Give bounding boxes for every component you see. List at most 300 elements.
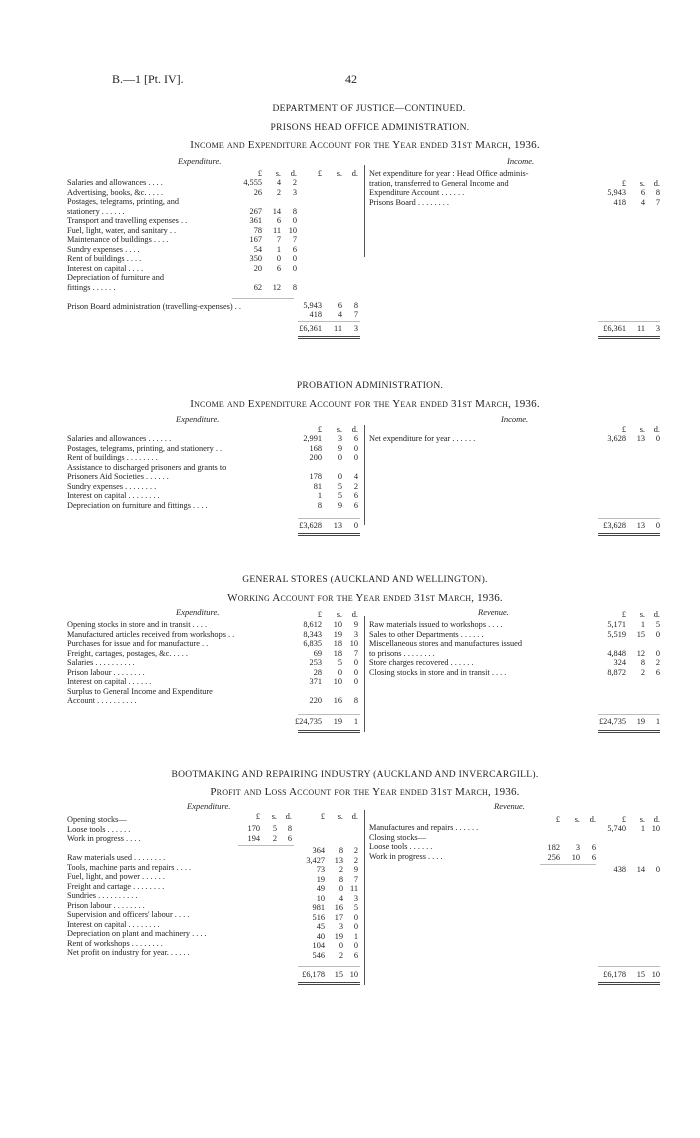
section-heading: GENERAL STORES (AUCKLAND AND WELLINGTON). [242, 575, 488, 585]
amount-shillings: 10 [333, 677, 342, 686]
amount-pence: 8 [353, 696, 358, 705]
amount-pounds: 69 [313, 648, 322, 658]
amount-shillings: 4 [337, 310, 342, 319]
amount-pence: 0 [353, 912, 358, 922]
line-item: Depreciation on furniture and fittings . . . . [67, 500, 208, 510]
pence-label: d. [653, 425, 660, 434]
amount-pounds: 1 [317, 491, 322, 500]
amount-pounds: 350 [249, 254, 262, 263]
line-item: to prisons . . . . . . . . [369, 648, 435, 658]
amount-shillings: 0 [337, 472, 342, 481]
amount-shillings: 17 [334, 912, 343, 922]
amount-shillings: 6 [337, 301, 342, 310]
line-item: Salaries . . . . . . . . . . [67, 658, 135, 667]
amount-pounds: 8 [317, 500, 322, 510]
amount-pounds: £24,735 [295, 717, 322, 726]
income-items [369, 434, 475, 444]
line-item: Postages, telegrams, printing, and [67, 197, 179, 206]
amount-shillings: 11 [637, 324, 645, 333]
pence-label: d. [653, 815, 660, 824]
amount-pounds: 5,943 [303, 301, 322, 310]
pound-sign: £ [317, 610, 322, 619]
amount-shillings: 9 [337, 443, 342, 453]
shillings-label: s. [336, 610, 342, 619]
amount-pence: 2 [655, 658, 660, 667]
line-item: Prison labour . . . . . . . . [67, 667, 145, 677]
section-heading: BOOTMAKING AND REPAIRING INDUSTRY (AUCKLAND AND INVERCARGILL). [171, 770, 539, 780]
amount-pounds: 62 [253, 282, 262, 292]
amount-pounds: 178 [309, 472, 322, 481]
amount-shillings: 1 [640, 824, 645, 833]
amount-pounds: 200 [309, 453, 322, 462]
amount-pence: 6 [353, 434, 358, 443]
subtotal-rule [232, 298, 294, 299]
amount-shillings: 19 [334, 931, 343, 941]
shillings-label: s. [639, 610, 645, 619]
amount-shillings: 19 [333, 717, 342, 726]
amount-pounds: 8,612 [303, 620, 322, 629]
amount-shillings: 3 [338, 922, 343, 931]
line-item: Work in progress . . . . [369, 851, 443, 861]
income-heading: Income. [507, 156, 535, 166]
amount-pence: 8 [292, 282, 297, 292]
pound-sign: £ [317, 169, 322, 178]
amount-shillings: 4 [338, 893, 343, 903]
amount-pence: 2 [353, 481, 358, 491]
amount-pence: 0 [353, 677, 358, 686]
amount-shillings: 12 [272, 282, 281, 292]
amount-shillings: 11 [334, 324, 342, 333]
line-item: Expenditure Account . . . . . . [369, 188, 465, 197]
amount-pounds: 20 [253, 263, 262, 273]
amount-pounds: 364 [312, 846, 325, 855]
amount-shillings: 8 [640, 658, 645, 667]
amount-shillings: 2 [272, 833, 277, 843]
amount-pence: 3 [353, 629, 358, 639]
section-heading: PRISONS HEAD OFFICE ADMINISTRATION. [270, 123, 470, 133]
amount-pounds: 54 [253, 244, 262, 254]
amount-shillings: 9 [337, 500, 342, 510]
amount-pounds: 3,427 [306, 855, 325, 865]
amount-pence: 7 [353, 874, 358, 884]
shillings-label: s. [639, 179, 645, 188]
amount-shillings: 13 [333, 521, 342, 530]
amount-pounds: 104 [312, 941, 325, 950]
pound-sign: £ [555, 815, 560, 824]
pound-sign: £ [255, 812, 260, 821]
page-number: 42 [345, 72, 357, 86]
amount-pounds: 4,555 [243, 178, 262, 187]
expenditure-items [67, 434, 226, 510]
double-rule [298, 336, 360, 339]
line-item: Sundry expenses . . . . . . . . [67, 481, 157, 491]
amount-shillings: 4 [276, 178, 281, 187]
line-item: tration, transferred to General Income and [369, 178, 509, 188]
amount-pence: 6 [353, 491, 358, 500]
line-item: Prison Board administration (travelling-expenses) . . [67, 301, 241, 311]
line-item: Freight and cartage . . . . . . . . [67, 881, 165, 891]
amount-shillings: 15 [636, 970, 645, 979]
amount-pence: 5 [353, 903, 358, 912]
amount-pounds: 516 [312, 912, 325, 922]
double-rule [298, 730, 360, 733]
amount-shillings: 2 [640, 667, 645, 677]
amount-pence: 7 [353, 310, 358, 319]
line-item: Loose tools . . . . . . [67, 824, 131, 834]
amount-shillings: 13 [636, 521, 645, 530]
amount-pence: 10 [349, 970, 358, 979]
amount-pence: 9 [353, 865, 358, 874]
amount-shillings: 5 [337, 481, 342, 491]
total-rule [298, 966, 360, 967]
amount-pounds: 40 [316, 931, 325, 941]
amount-shillings: 1 [640, 620, 645, 629]
amount-pence: 10 [349, 639, 358, 648]
line-item: Net expenditure for year : Head Office adminis- [369, 169, 529, 178]
amount-shillings: 7 [276, 235, 281, 244]
account-title: Profit and Loss Account for the Year ended 31st March, 1936. [210, 786, 520, 798]
line-item: Fuel, light, water, and sanitary . . [67, 225, 177, 235]
amount-shillings: 6 [276, 263, 281, 273]
amount-pounds: £6,178 [302, 970, 325, 979]
amount-shillings: 3 [337, 434, 342, 443]
line-item: Tools, machine parts and repairs . . . . [67, 862, 192, 872]
amount-pence: 0 [353, 941, 358, 950]
amount-pounds: 8,872 [607, 667, 626, 677]
amount-shillings: 0 [337, 667, 342, 677]
amount-pounds: 19 [316, 874, 325, 884]
amount-shillings: 18 [333, 648, 342, 658]
amount-pence: 0 [655, 434, 660, 443]
pound-sign: £ [317, 425, 322, 434]
expenditure-heading: Expenditure. [187, 801, 231, 811]
line-item: Surplus to General Income and Expenditure [67, 686, 213, 696]
pound-sign: £ [621, 179, 626, 188]
amount-pence: 0 [292, 254, 297, 263]
line-item: Advertising, books, &c. . . . . [67, 187, 164, 197]
amount-pounds: 5,740 [607, 824, 626, 833]
pound-sign: £ [621, 610, 626, 619]
line-item: Supervision and officers' labour . . . . [67, 910, 190, 919]
amount-pounds: 26 [253, 187, 262, 197]
amount-shillings: 6 [640, 188, 645, 197]
income-items [369, 169, 529, 207]
amount-pounds: 256 [547, 852, 560, 862]
amount-shillings: 8 [338, 846, 343, 855]
amount-pounds: 167 [249, 235, 262, 244]
pound-sign: £ [320, 812, 325, 821]
shillings-label: s. [639, 815, 645, 824]
line-item: Miscellaneous stores and manufactures issued [369, 639, 522, 648]
shillings-label: s. [639, 425, 645, 434]
line-item: Raw materials used . . . . . . . . [67, 853, 166, 862]
line-item: Store charges recovered . . . . . . [369, 658, 474, 667]
amount-shillings: 5 [337, 491, 342, 500]
line-item: Depreciation of furniture and [67, 273, 164, 282]
line-item: Transport and travelling expenses . . [67, 216, 188, 225]
amount-pence: 4 [353, 472, 358, 481]
expenditure-items [67, 178, 297, 311]
pence-label: d. [653, 610, 660, 619]
amount-pence: 6 [287, 833, 292, 843]
revenue-items [369, 620, 522, 677]
amount-pounds: 324 [613, 658, 626, 667]
amount-pounds: 28 [313, 667, 322, 677]
amount-pence: 6 [655, 667, 660, 677]
pence-label: d. [351, 425, 358, 434]
amount-pounds: 3,628 [607, 434, 626, 443]
amount-pence: 7 [353, 648, 358, 658]
double-rule [298, 533, 360, 536]
amount-shillings: 12 [636, 648, 645, 658]
total-rule [598, 714, 660, 715]
revenue-heading: Revenue. [494, 801, 525, 811]
amount-shillings: 18 [333, 639, 342, 648]
pence-label: d. [351, 610, 358, 619]
amount-pounds: 220 [309, 696, 322, 705]
amount-pounds: 981 [312, 903, 325, 912]
amount-pounds: 73 [316, 865, 325, 874]
amount-pounds: 4,848 [607, 648, 626, 658]
column-divider [364, 165, 365, 257]
amount-pence: 8 [353, 301, 358, 310]
account-title: Income and Expenditure Account for the Year ended 31st March, 1936. [190, 139, 540, 151]
line-item: Interest on capital . . . . . . [67, 677, 152, 686]
amount-pence: 9 [353, 620, 358, 629]
shillings-label: s. [336, 169, 342, 178]
amount-pence: 8 [287, 824, 292, 833]
amount-shillings: 2 [338, 865, 343, 874]
page-reference: B.—1 [Pt. IV]. [112, 72, 184, 86]
line-item: Closing stocks in store and in transit . . . . [369, 667, 507, 677]
line-item: Work in progress . . . . [67, 834, 141, 843]
amount-pence: 7 [292, 235, 297, 244]
amount-pence: 0 [353, 453, 358, 462]
line-item: Closing stocks— [369, 832, 426, 842]
expenditure-items [67, 815, 207, 958]
amount-pounds: 361 [249, 216, 262, 225]
amount-pence: 0 [353, 658, 358, 667]
amount-shillings: 13 [636, 434, 645, 443]
amount-shillings: 5 [337, 658, 342, 667]
pence-label: d. [351, 169, 358, 178]
amount-pence: 1 [353, 717, 358, 726]
amount-pence: 0 [655, 648, 660, 658]
amount-shillings: 6 [276, 216, 281, 225]
line-item: Sundries . . . . . . . . . . [67, 891, 138, 900]
department-heading: DEPARTMENT OF JUSTICE—CONTINUED. [272, 104, 466, 114]
account-title: Income and Expenditure Account for the Year ended 31st March, 1936. [190, 398, 540, 410]
line-item: Opening stocks— [67, 815, 127, 824]
amount-pence: 1 [353, 931, 358, 941]
amount-shillings: 15 [636, 629, 645, 639]
column-divider [364, 616, 365, 732]
amount-pence: 0 [292, 263, 297, 273]
line-item [67, 844, 207, 854]
amount-shillings: 10 [571, 852, 580, 862]
line-item: Opening stocks in store and in transit . . . . [67, 620, 208, 629]
amount-pounds: 182 [547, 843, 560, 852]
expenditure-heading: Expenditure. [176, 607, 220, 617]
amount-pence: 0 [292, 216, 297, 225]
amount-pounds: 418 [309, 310, 322, 319]
amount-pence: 11 [350, 884, 358, 893]
amount-pounds: 2,991 [303, 434, 322, 443]
amount-shillings: 16 [334, 903, 343, 912]
column-divider [364, 810, 365, 985]
amount-pence: 2 [292, 178, 297, 187]
amount-pence: 0 [655, 521, 660, 530]
revenue-heading: Revenue. [478, 607, 509, 617]
column-divider [364, 425, 365, 525]
amount-shillings: 10 [333, 620, 342, 629]
amount-shillings: 0 [338, 941, 343, 950]
amount-pounds: 371 [309, 677, 322, 686]
pence-label: d. [285, 812, 292, 821]
amount-shillings: 3 [575, 843, 580, 852]
amount-pounds: 6,835 [303, 639, 322, 648]
total-rule [298, 714, 360, 715]
amount-pounds: 5,171 [607, 620, 626, 629]
line-item: Salaries and allowances . . . . [67, 178, 163, 187]
amount-pence: 10 [651, 824, 660, 833]
line-item: Depreciation on plant and machinery . . . . [67, 929, 207, 938]
total-rule [298, 518, 360, 519]
line-item: Rent of buildings . . . . . . . . [67, 453, 158, 462]
double-rule [598, 730, 660, 733]
amount-shillings: 5 [272, 824, 277, 833]
total-rule [598, 518, 660, 519]
shillings-label: s. [337, 812, 343, 821]
line-item: Purchases for issue and for manufacture . . [67, 639, 209, 648]
amount-pounds: 10 [316, 893, 325, 903]
pence-label: d. [653, 179, 660, 188]
line-item: Manufactured articles received from workshops . . [67, 629, 235, 639]
line-item: Fuel, light, and power . . . . . . [67, 872, 165, 881]
amount-pence: 6 [353, 500, 358, 510]
amount-pence: 6 [591, 852, 596, 862]
amount-pounds: £3,628 [603, 521, 626, 530]
amount-shillings: 19 [333, 629, 342, 639]
amount-pounds: £24,735 [599, 717, 626, 726]
amount-pounds: 168 [309, 443, 322, 453]
amount-pounds: £3,628 [299, 521, 322, 530]
amount-pounds: 194 [247, 833, 260, 843]
amount-pence: 10 [288, 225, 297, 235]
total-rule [598, 321, 660, 322]
amount-pounds: £6,178 [603, 970, 626, 979]
line-item: Rent of workshops . . . . . . . . [67, 938, 163, 948]
line-item: Maintenance of buildings . . . . [67, 235, 169, 244]
amount-pence: 2 [353, 855, 358, 865]
amount-pounds: 81 [313, 481, 322, 491]
total-rule [598, 966, 660, 967]
amount-pounds: £6,361 [603, 324, 626, 333]
total-rule [298, 321, 360, 322]
amount-pence: 0 [655, 629, 660, 639]
line-item [67, 292, 297, 302]
expenditure-items [67, 620, 234, 706]
line-item: stationery . . . . . . [67, 206, 125, 216]
amount-pence: 3 [655, 324, 660, 333]
amount-pence: 0 [353, 667, 358, 677]
double-rule [598, 336, 660, 339]
amount-shillings: 0 [276, 254, 281, 263]
amount-shillings: 11 [273, 225, 281, 235]
amount-shillings: 0 [337, 453, 342, 462]
amount-pounds: 438 [613, 865, 626, 874]
amount-shillings: 4 [640, 197, 645, 207]
line-item: Prison labour . . . . . . . . [67, 900, 145, 910]
amount-shillings: 14 [272, 206, 281, 216]
line-item: Sundry expenses . . . . [67, 244, 140, 254]
pound-sign: £ [257, 169, 262, 178]
amount-shillings: 2 [338, 950, 343, 960]
line-item: Assistance to discharged prisoners and grants to [67, 462, 227, 472]
amount-pence: 0 [353, 922, 358, 931]
pound-sign: £ [621, 425, 626, 434]
account-title: Working Account for the Year ended 31st March, 1936. [227, 592, 503, 604]
amount-pounds: 49 [316, 884, 325, 893]
line-item: Net expenditure for year . . . . . . [369, 434, 476, 443]
pence-label: d. [351, 812, 358, 821]
amount-pounds: 418 [613, 197, 626, 207]
amount-pence: 0 [353, 521, 358, 530]
double-rule [298, 982, 360, 985]
expenditure-heading: Expenditure. [176, 414, 220, 424]
amount-pence: 0 [655, 865, 660, 874]
line-item: Prisons Board . . . . . . . . [369, 197, 449, 207]
line-item: Interest on capital . . . . . . . . [67, 919, 160, 929]
amount-pounds: 253 [309, 658, 322, 667]
line-item: Manufactures and repairs . . . . . . [369, 823, 479, 832]
amount-pence: 10 [651, 970, 660, 979]
amount-shillings: 8 [338, 874, 343, 884]
amount-pence: 2 [353, 846, 358, 855]
pence-label: d. [290, 169, 297, 178]
amount-pence: 6 [353, 950, 358, 960]
amount-pence: 7 [655, 197, 660, 207]
line-item: Loose tools . . . . . . [369, 842, 433, 851]
amount-pounds: 8,343 [303, 629, 322, 639]
amount-shillings: 13 [334, 855, 343, 865]
amount-shillings: 16 [333, 696, 342, 705]
revenue-items [369, 823, 478, 861]
pence-label: d. [589, 815, 596, 824]
amount-pence: 5 [655, 620, 660, 629]
amount-pounds: £6,361 [299, 324, 322, 333]
section-heading: PROBATION ADMINISTRATION. [296, 381, 444, 391]
amount-shillings: 2 [276, 187, 281, 197]
pound-sign: £ [621, 815, 626, 824]
line-item: Raw materials issued to workshops . . . . [369, 620, 503, 629]
line-item: Prisoners Aid Societies . . . . . . [67, 472, 169, 481]
line-item: fittings . . . . . . [67, 282, 116, 292]
line-item: Freight, cartages, postages, &c. . . . . [67, 648, 188, 658]
line-item: Interest on capital . . . . . . . . [67, 491, 160, 500]
amount-pence: 3 [353, 324, 358, 333]
amount-pounds: 267 [249, 206, 262, 216]
amount-pounds: 45 [316, 922, 325, 931]
amount-pence: 6 [591, 843, 596, 852]
amount-shillings: 1 [276, 244, 281, 254]
line-item: Postages, telegrams, printing, and stationery . . [67, 443, 223, 453]
amount-pounds: 5,943 [607, 188, 626, 197]
line-item: Sales to other Departments . . . . . . [369, 629, 484, 639]
amount-pence: 8 [655, 188, 660, 197]
line-item: Account . . . . . . . . . . [67, 696, 137, 705]
amount-pounds: 78 [253, 225, 262, 235]
